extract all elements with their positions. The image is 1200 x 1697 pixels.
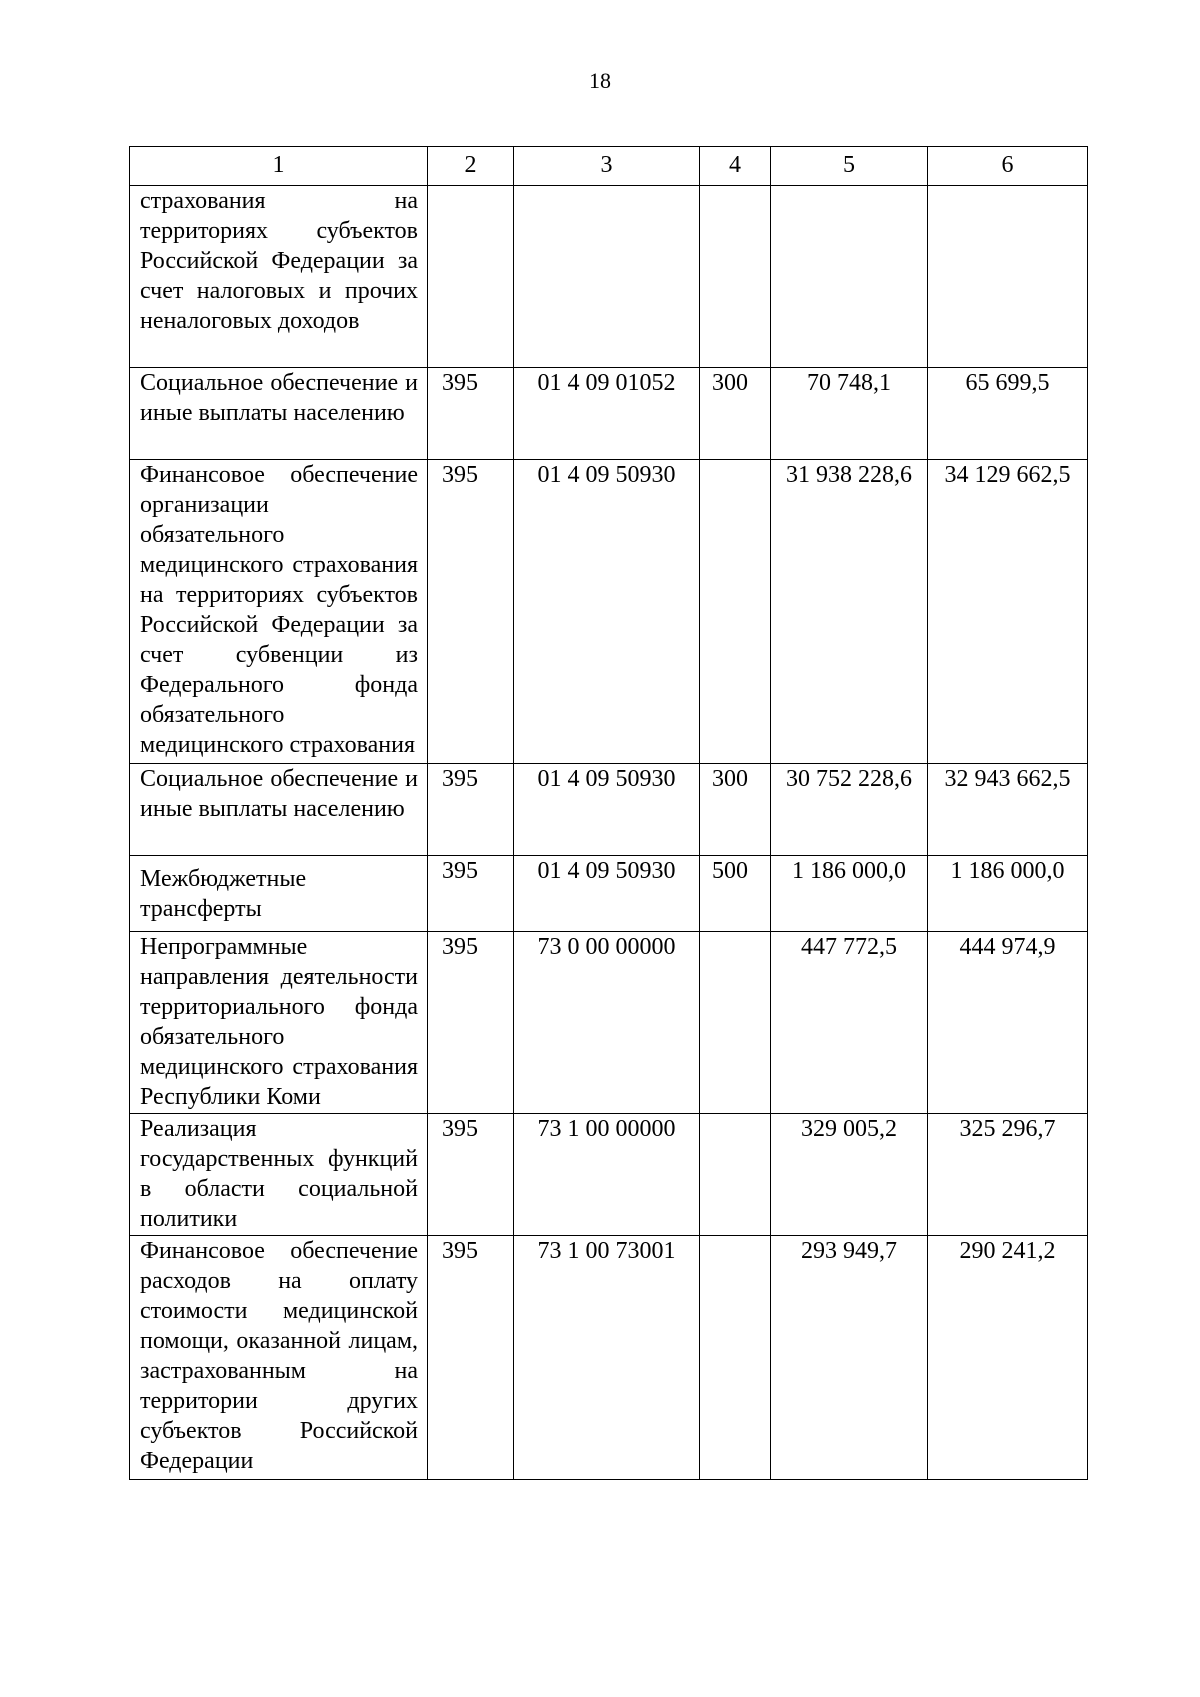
column-header: 6 (928, 147, 1088, 186)
amount-col6: 325 296,7 (928, 1114, 1088, 1236)
target-article-code: 01 4 09 50930 (514, 764, 700, 856)
page-number: 18 (589, 68, 611, 93)
row-name: Финансовое обеспечение расходов на оплату стоимости медицинской помощи, оказанной лицам, застрахованным на территории других субъектов Российской Федерации (130, 1236, 428, 1480)
expense-type-code (700, 1114, 771, 1236)
amount-col5: 447 772,5 (771, 932, 928, 1114)
amount-col6: 290 241,2 (928, 1236, 1088, 1480)
expense-type-code: 300 (700, 368, 771, 460)
admin-code: 395 (428, 1114, 514, 1236)
expense-type-code: 300 (700, 764, 771, 856)
budget-table (129, 146, 1088, 1480)
table-row (130, 932, 1088, 1114)
admin-code: 395 (428, 856, 514, 932)
amount-col6: 1 186 000,0 (928, 856, 1088, 932)
amount-col6: 65 699,5 (928, 368, 1088, 460)
expense-type-code (700, 1236, 771, 1480)
expense-type-code: 500 (700, 856, 771, 932)
expense-type-code (700, 932, 771, 1114)
target-article-code: 01 4 09 50930 (514, 460, 700, 764)
expense-type-code (700, 460, 771, 764)
admin-code: 395 (428, 932, 514, 1114)
row-name: Социальное обеспечение и иные выплаты населению (130, 764, 428, 856)
table-row (130, 1236, 1088, 1480)
amount-col5: 1 186 000,0 (771, 856, 928, 932)
amount-col6: 444 974,9 (928, 932, 1088, 1114)
table-row (130, 856, 1088, 932)
row-name: страхования на территориях субъектов Российской Федерации за счет налоговых и прочих неналоговых доходов (130, 186, 428, 368)
target-article-code: 01 4 09 01052 (514, 368, 700, 460)
admin-code: 395 (428, 764, 514, 856)
column-header: 5 (771, 147, 928, 186)
admin-code: 395 (428, 1236, 514, 1480)
target-article-code (514, 186, 700, 368)
amount-col5: 31 938 228,6 (771, 460, 928, 764)
table-row (130, 368, 1088, 460)
amount-col6 (928, 186, 1088, 368)
amount-col5: 293 949,7 (771, 1236, 928, 1480)
amount-col5: 70 748,1 (771, 368, 928, 460)
row-name: Непрограммные направления деятельности территориального фонда обязательного медицинского страхования Республики Коми (130, 932, 428, 1114)
column-header: 1 (130, 147, 428, 186)
admin-code (428, 186, 514, 368)
admin-code: 395 (428, 460, 514, 764)
amount-col5 (771, 186, 928, 368)
admin-code: 395 (428, 368, 514, 460)
column-header: 4 (700, 147, 771, 186)
row-name: Реализация государственных функций в области социальной политики (130, 1114, 428, 1236)
column-header: 2 (428, 147, 514, 186)
table-row (130, 1114, 1088, 1236)
expense-type-code (700, 186, 771, 368)
amount-col6: 32 943 662,5 (928, 764, 1088, 856)
target-article-code: 73 0 00 00000 (514, 932, 700, 1114)
amount-col6: 34 129 662,5 (928, 460, 1088, 764)
row-name: Финансовое обеспечение организации обязательного медицинского страхования на территориях субъектов Российской Федерации за счет субвенции из Федерального фонда обязательного медицинского страхования (130, 460, 428, 764)
amount-col5: 329 005,2 (771, 1114, 928, 1236)
table-row (130, 764, 1088, 856)
row-name: Социальное обеспечение и иные выплаты населению (130, 368, 428, 460)
amount-col5: 30 752 228,6 (771, 764, 928, 856)
table-header-row (130, 147, 1088, 186)
table-row (130, 186, 1088, 368)
target-article-code: 01 4 09 50930 (514, 856, 700, 932)
row-name: Межбюджетные трансферты (130, 856, 428, 932)
table-row (130, 460, 1088, 764)
column-header: 3 (514, 147, 700, 186)
target-article-code: 73 1 00 00000 (514, 1114, 700, 1236)
target-article-code: 73 1 00 73001 (514, 1236, 700, 1480)
